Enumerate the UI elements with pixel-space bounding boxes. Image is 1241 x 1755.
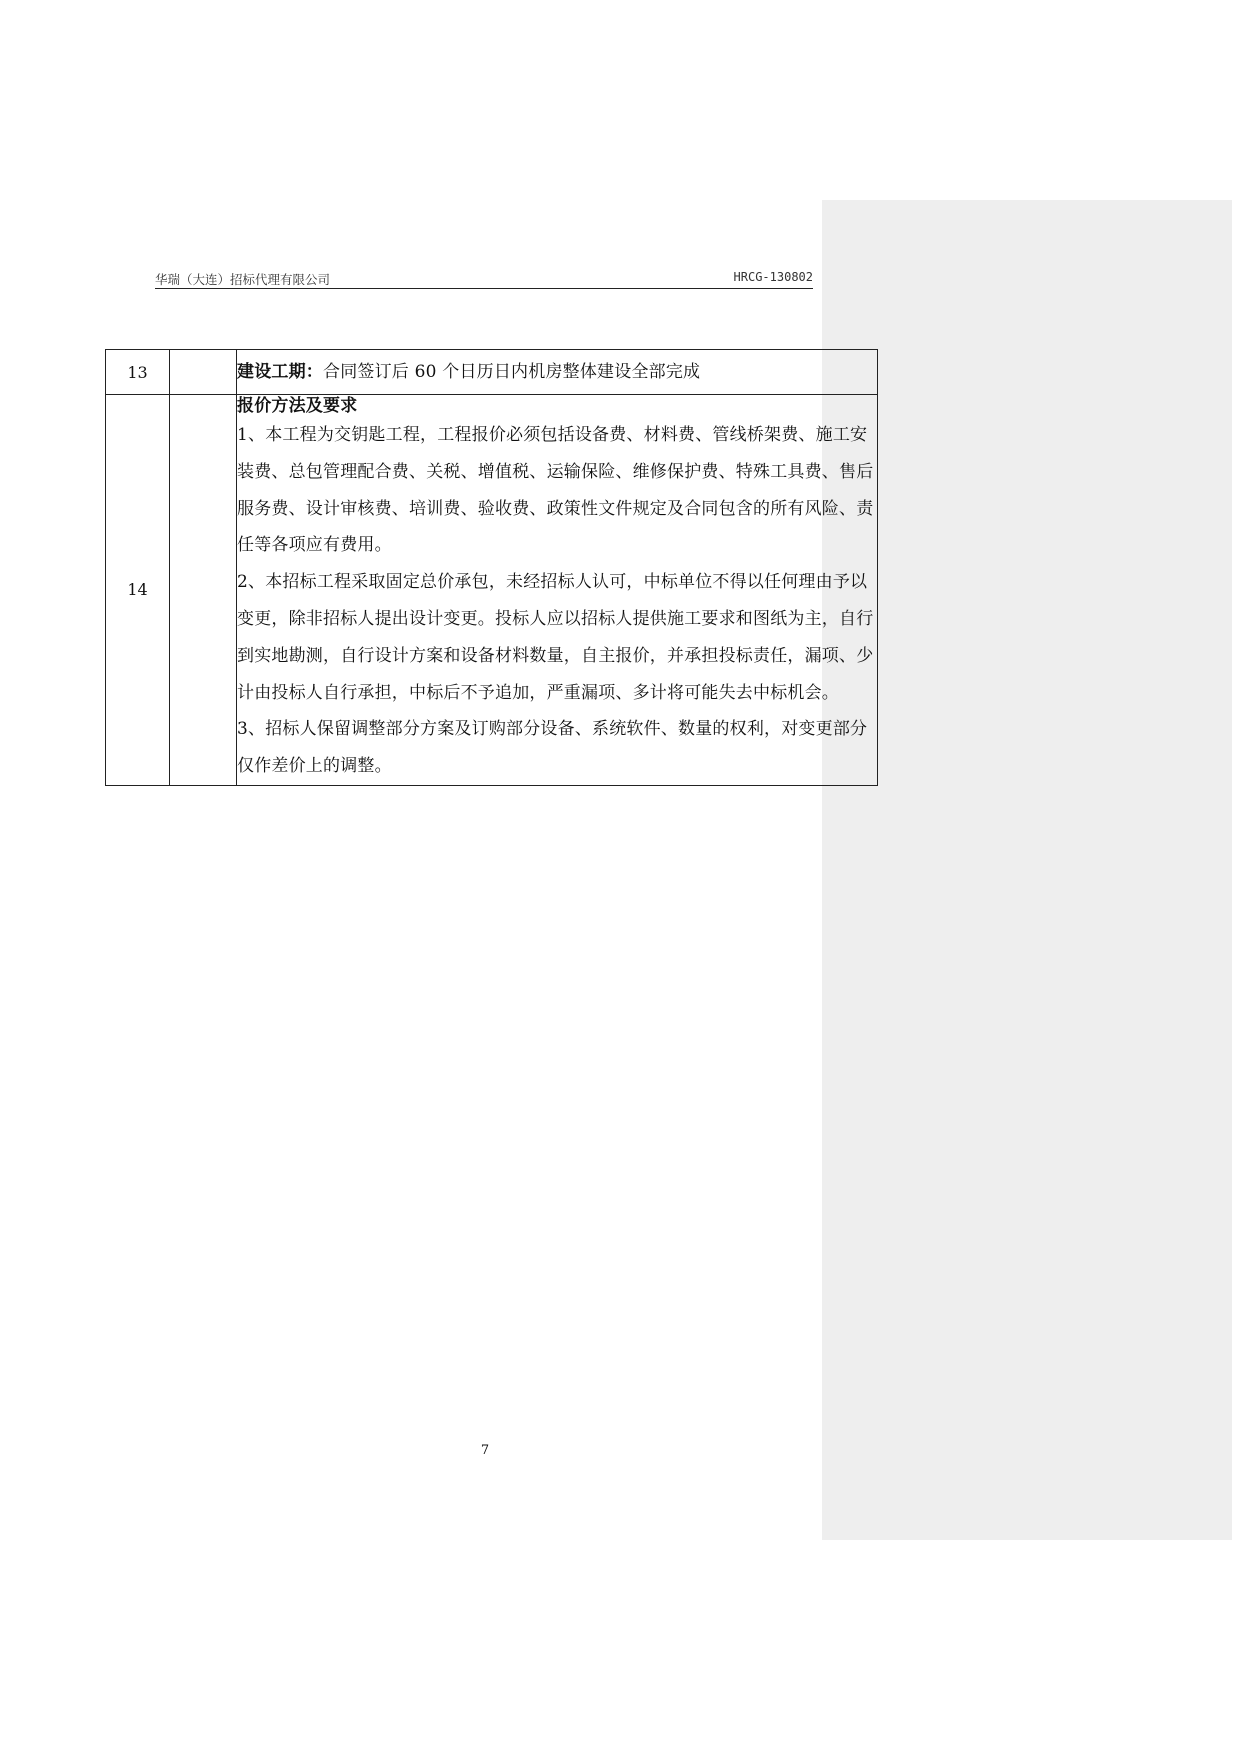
blank-cell <box>170 395 237 786</box>
header-company: 华瑞（大连）招标代理有限公司 <box>155 272 331 287</box>
table-row <box>106 350 878 395</box>
table-row <box>106 395 878 786</box>
row-content <box>237 395 878 786</box>
page-header <box>155 268 813 289</box>
paragraph: 1、本工程为交钥匙工程，工程报价必须包括设备费、材料费、管线桥架费、施工安装费、总包管理配合费、关税、增值税、运输保险、维修保护费、特殊工具费、售后服务费、设计审核费、培训费、验收费、政策性文件规定及合同包含的所有风险、责任等各项应有费用。 <box>237 425 874 556</box>
row-label: 建设工期： <box>237 362 323 382</box>
row-text: 合同签订后 60 个日历日内机房整体建设全部完成 <box>323 362 701 382</box>
header-doc-code: HRCG-130802 <box>733 270 813 284</box>
page-number: 7 <box>480 1443 490 1458</box>
row-number: 13 <box>106 350 170 395</box>
paragraph: 2、本招标工程采取固定总价承包，未经招标人认可，中标单位不得以任何理由予以变更，除非招标人提出设计变更。投标人应以招标人提供施工要求和图纸为主，自行到实地勘测，自行设计方案和设备材料数量，自主报价，并承担投标责任，漏项、少计由投标人自行承担，中标后不予追加，严重漏项、多计将可能失去中标机会。 <box>237 572 874 703</box>
spec-table <box>105 349 878 786</box>
blank-cell <box>170 350 237 395</box>
section-title: 报价方法及要求 <box>237 396 358 416</box>
paragraph: 3、招标人保留调整部分方案及订购部分设备、系统软件、数量的权利，对变更部分仅作差价上的调整。 <box>237 719 868 777</box>
row-number: 14 <box>106 395 170 786</box>
comment-pane <box>822 200 1232 1540</box>
row-content <box>237 350 878 395</box>
